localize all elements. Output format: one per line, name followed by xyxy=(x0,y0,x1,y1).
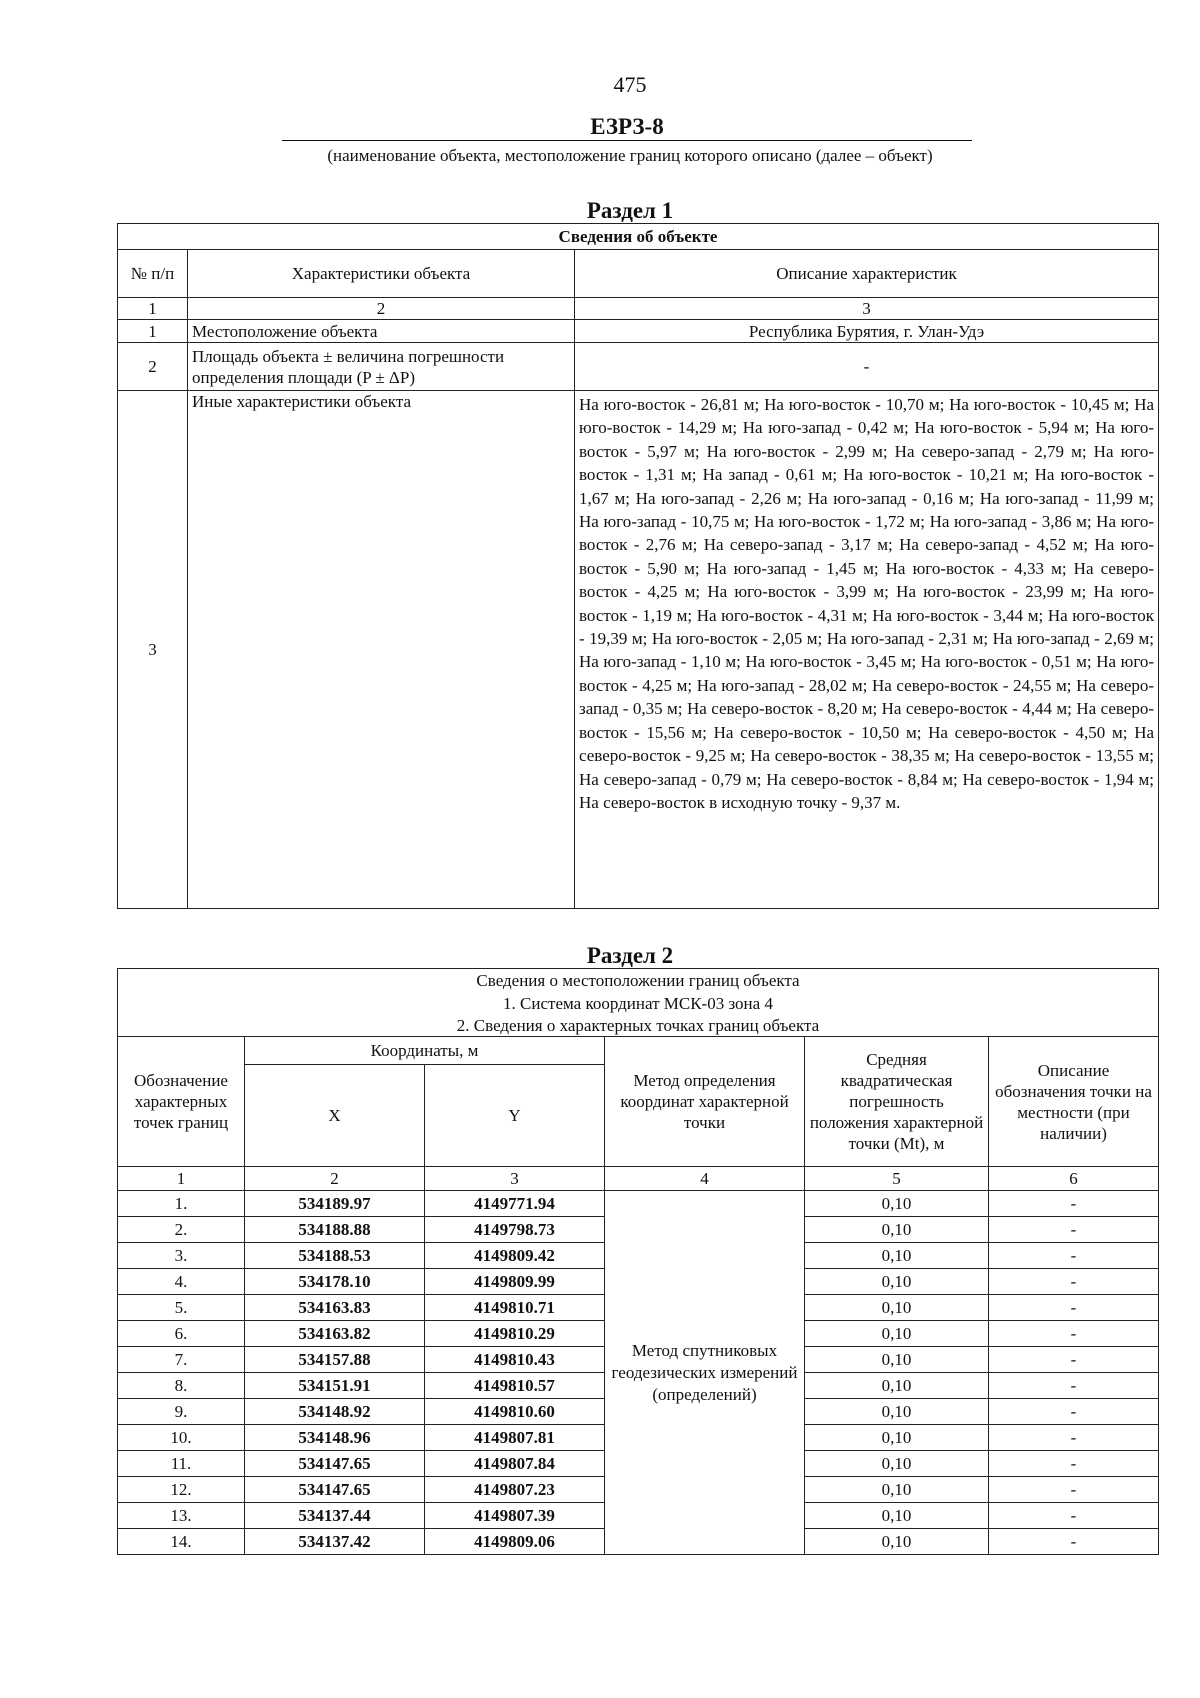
coord-y: 4149809.42 xyxy=(425,1243,605,1269)
header-point-designation: Обозначение характерных точек границ xyxy=(118,1037,245,1167)
coord-y: 4149807.39 xyxy=(425,1503,605,1529)
header-mean-error: Средняя квадратическая погрешность положения характерной точки (Mt), м xyxy=(805,1037,989,1167)
point-number: 7. xyxy=(118,1347,245,1373)
table-row xyxy=(118,1191,1159,1217)
header-description: Описание характеристик xyxy=(575,250,1159,298)
method-value: Метод спутниковых геодезических измерений (определений) xyxy=(605,1191,805,1555)
table-head-line2: 1. Система координат МСК-03 зона 4 xyxy=(118,992,1159,1015)
mean-error: 0,10 xyxy=(805,1295,989,1321)
header-num: № п/п xyxy=(118,250,188,298)
boundary-points-table xyxy=(117,968,1159,1555)
coord-y: 4149771.94 xyxy=(425,1191,605,1217)
point-number: 13. xyxy=(118,1503,245,1529)
header-characteristics: Характеристики объекта xyxy=(188,250,575,298)
section1-title: Раздел 1 xyxy=(586,198,674,223)
point-number: 4. xyxy=(118,1269,245,1295)
point-description: - xyxy=(989,1477,1159,1503)
point-description: - xyxy=(989,1269,1159,1295)
table-row xyxy=(118,343,1159,391)
mean-error: 0,10 xyxy=(805,1399,989,1425)
object-name: ЕЗРЗ-8 xyxy=(282,114,972,141)
coord-y: 4149810.71 xyxy=(425,1295,605,1321)
table-head-line3: 2. Сведения о характерных точках границ объекта xyxy=(118,1015,1159,1037)
coord-x: 534157.88 xyxy=(245,1347,425,1373)
coord-x: 534147.65 xyxy=(245,1477,425,1503)
coord-x: 534151.91 xyxy=(245,1373,425,1399)
mean-error: 0,10 xyxy=(805,1217,989,1243)
row-value: - xyxy=(575,343,1159,391)
row-name: Иные характеристики объекта xyxy=(188,391,575,909)
table-head-line1: Сведения о местоположении границ объекта xyxy=(118,969,1159,992)
mean-error: 0,10 xyxy=(805,1451,989,1477)
header-x: X xyxy=(245,1065,425,1167)
point-description: - xyxy=(989,1451,1159,1477)
mean-error: 0,10 xyxy=(805,1321,989,1347)
point-description: - xyxy=(989,1373,1159,1399)
point-number: 9. xyxy=(118,1399,245,1425)
coord-y: 4149809.06 xyxy=(425,1529,605,1555)
point-description: - xyxy=(989,1295,1159,1321)
coord-y: 4149810.57 xyxy=(425,1373,605,1399)
object-info-table xyxy=(117,223,1159,909)
header-coordinates: Координаты, м xyxy=(245,1037,605,1065)
row-name: Местоположение объекта xyxy=(188,320,575,343)
coord-x: 534188.88 xyxy=(245,1217,425,1243)
table-row xyxy=(118,320,1159,343)
point-description: - xyxy=(989,1529,1159,1555)
point-description: - xyxy=(989,1217,1159,1243)
mean-error: 0,10 xyxy=(805,1529,989,1555)
point-description: - xyxy=(989,1503,1159,1529)
point-number: 12. xyxy=(118,1477,245,1503)
mean-error: 0,10 xyxy=(805,1503,989,1529)
col-number: 2 xyxy=(188,298,575,320)
mean-error: 0,10 xyxy=(805,1269,989,1295)
row-num: 3 xyxy=(118,391,188,909)
col-number: 1 xyxy=(118,1167,245,1191)
header-point-description: Описание обозначения точки на местности (при наличии) xyxy=(989,1037,1159,1167)
coord-x: 534163.82 xyxy=(245,1321,425,1347)
col-number: 4 xyxy=(605,1167,805,1191)
section2-title: Раздел 2 xyxy=(586,943,674,968)
coord-x: 534188.53 xyxy=(245,1243,425,1269)
point-number: 5. xyxy=(118,1295,245,1321)
col-number: 5 xyxy=(805,1167,989,1191)
point-description: - xyxy=(989,1243,1159,1269)
coord-y: 4149807.81 xyxy=(425,1425,605,1451)
table-row xyxy=(118,391,1159,909)
coord-x: 534148.92 xyxy=(245,1399,425,1425)
mean-error: 0,10 xyxy=(805,1477,989,1503)
point-number: 3. xyxy=(118,1243,245,1269)
row-num: 2 xyxy=(118,343,188,391)
point-description: - xyxy=(989,1321,1159,1347)
coord-x: 534137.44 xyxy=(245,1503,425,1529)
mean-error: 0,10 xyxy=(805,1425,989,1451)
col-number: 1 xyxy=(118,298,188,320)
coord-y: 4149810.43 xyxy=(425,1347,605,1373)
mean-error: 0,10 xyxy=(805,1243,989,1269)
coord-x: 534147.65 xyxy=(245,1451,425,1477)
point-number: 6. xyxy=(118,1321,245,1347)
point-description: - xyxy=(989,1347,1159,1373)
point-description: - xyxy=(989,1399,1159,1425)
row-name: Площадь объекта ± величина погрешности определения площади (P ± ΔP) xyxy=(188,343,575,391)
mean-error: 0,10 xyxy=(805,1191,989,1217)
row-value: На юго-восток - 26,81 м; На юго-восток - 10,70 м; На юго-восток - 10,45 м; На юго-восток - 14,29 м; На юго-запад - 0,42 м; На юго-восток - 5,94 м; На юго-восток - 5,97 м; На юго-восток - 2,99 м; На северо-запад - 2,79 м; На юго-восток - 1,31 м; На запад - 0,61 м; На юго-восток - 10,21 м; На юго-восток - 1,67 м; На юго-запад - 2,26 м; На юго-запад - 0,16 м; На юго-запад - 11,99 м; На юго-запад - 10,75 м; На юго-восток - 1,72 м; На юго-запад - 3,86 м; На юго-восток - 2,76 м; На северо-запад - 3,17 м; На северо-запад - 4,52 м; На юго-восток - 5,90 м; На юго-запад - 1,45 м; На юго-восток - 4,33 м; На северо-восток - 4,25 м; На юго-восток - 3,99 м; На юго-восток - 23,99 м; На юго-восток - 1,19 м; На юго-восток - 4,31 м; На юго-восток - 3,44 м; На юго-восток - 19,39 м; На юго-восток - 2,05 м; На юго-запад - 2,31 м; На юго-запад - 2,69 м; На юго-запад - 1,10 м; На юго-восток - 3,45 м; На юго-восток - 0,51 м; На юго-восток - 4,25 м; На юго-запад - 28,02 м; На северо-восток - 24,55 м; На северо-запад - 0,35 м; На северо-восток - 8,20 м; На северо-восток - 4,44 м; На северо-восток - 15,56 м; На северо-восток - 10,50 м; На северо-восток - 4,50 м; На северо-восток - 9,25 м; На северо-восток - 38,35 м; На северо-восток - 13,55 м; На северо-запад - 0,79 м; На северо-восток - 8,84 м; На северо-восток - 1,94 м; На северо-восток в исходную точку - 9,37 м. xyxy=(575,391,1159,909)
point-number: 11. xyxy=(118,1451,245,1477)
row-num: 1 xyxy=(118,320,188,343)
coord-y: 4149807.84 xyxy=(425,1451,605,1477)
header-y: Y xyxy=(425,1065,605,1167)
mean-error: 0,10 xyxy=(805,1347,989,1373)
object-caption: (наименование объекта, местоположение границ которого описано (далее – объект) xyxy=(327,146,933,165)
col-number: 2 xyxy=(245,1167,425,1191)
col-number: 6 xyxy=(989,1167,1159,1191)
col-number: 3 xyxy=(575,298,1159,320)
header-method: Метод определения координат характерной точки xyxy=(605,1037,805,1167)
mean-error: 0,10 xyxy=(805,1373,989,1399)
point-number: 2. xyxy=(118,1217,245,1243)
coord-x: 534178.10 xyxy=(245,1269,425,1295)
coord-y: 4149810.60 xyxy=(425,1399,605,1425)
coord-y: 4149809.99 xyxy=(425,1269,605,1295)
row-value: Республика Бурятия, г. Улан-Удэ xyxy=(575,320,1159,343)
point-number: 10. xyxy=(118,1425,245,1451)
coord-x: 534148.96 xyxy=(245,1425,425,1451)
point-description: - xyxy=(989,1425,1159,1451)
table-title: Сведения об объекте xyxy=(118,224,1159,250)
point-description: - xyxy=(989,1191,1159,1217)
coord-y: 4149807.23 xyxy=(425,1477,605,1503)
point-number: 14. xyxy=(118,1529,245,1555)
point-number: 8. xyxy=(118,1373,245,1399)
coord-x: 534163.83 xyxy=(245,1295,425,1321)
page-number: 475 xyxy=(613,72,647,97)
col-number: 3 xyxy=(425,1167,605,1191)
coord-x: 534137.42 xyxy=(245,1529,425,1555)
coord-x: 534189.97 xyxy=(245,1191,425,1217)
coord-y: 4149810.29 xyxy=(425,1321,605,1347)
coord-y: 4149798.73 xyxy=(425,1217,605,1243)
point-number: 1. xyxy=(118,1191,245,1217)
